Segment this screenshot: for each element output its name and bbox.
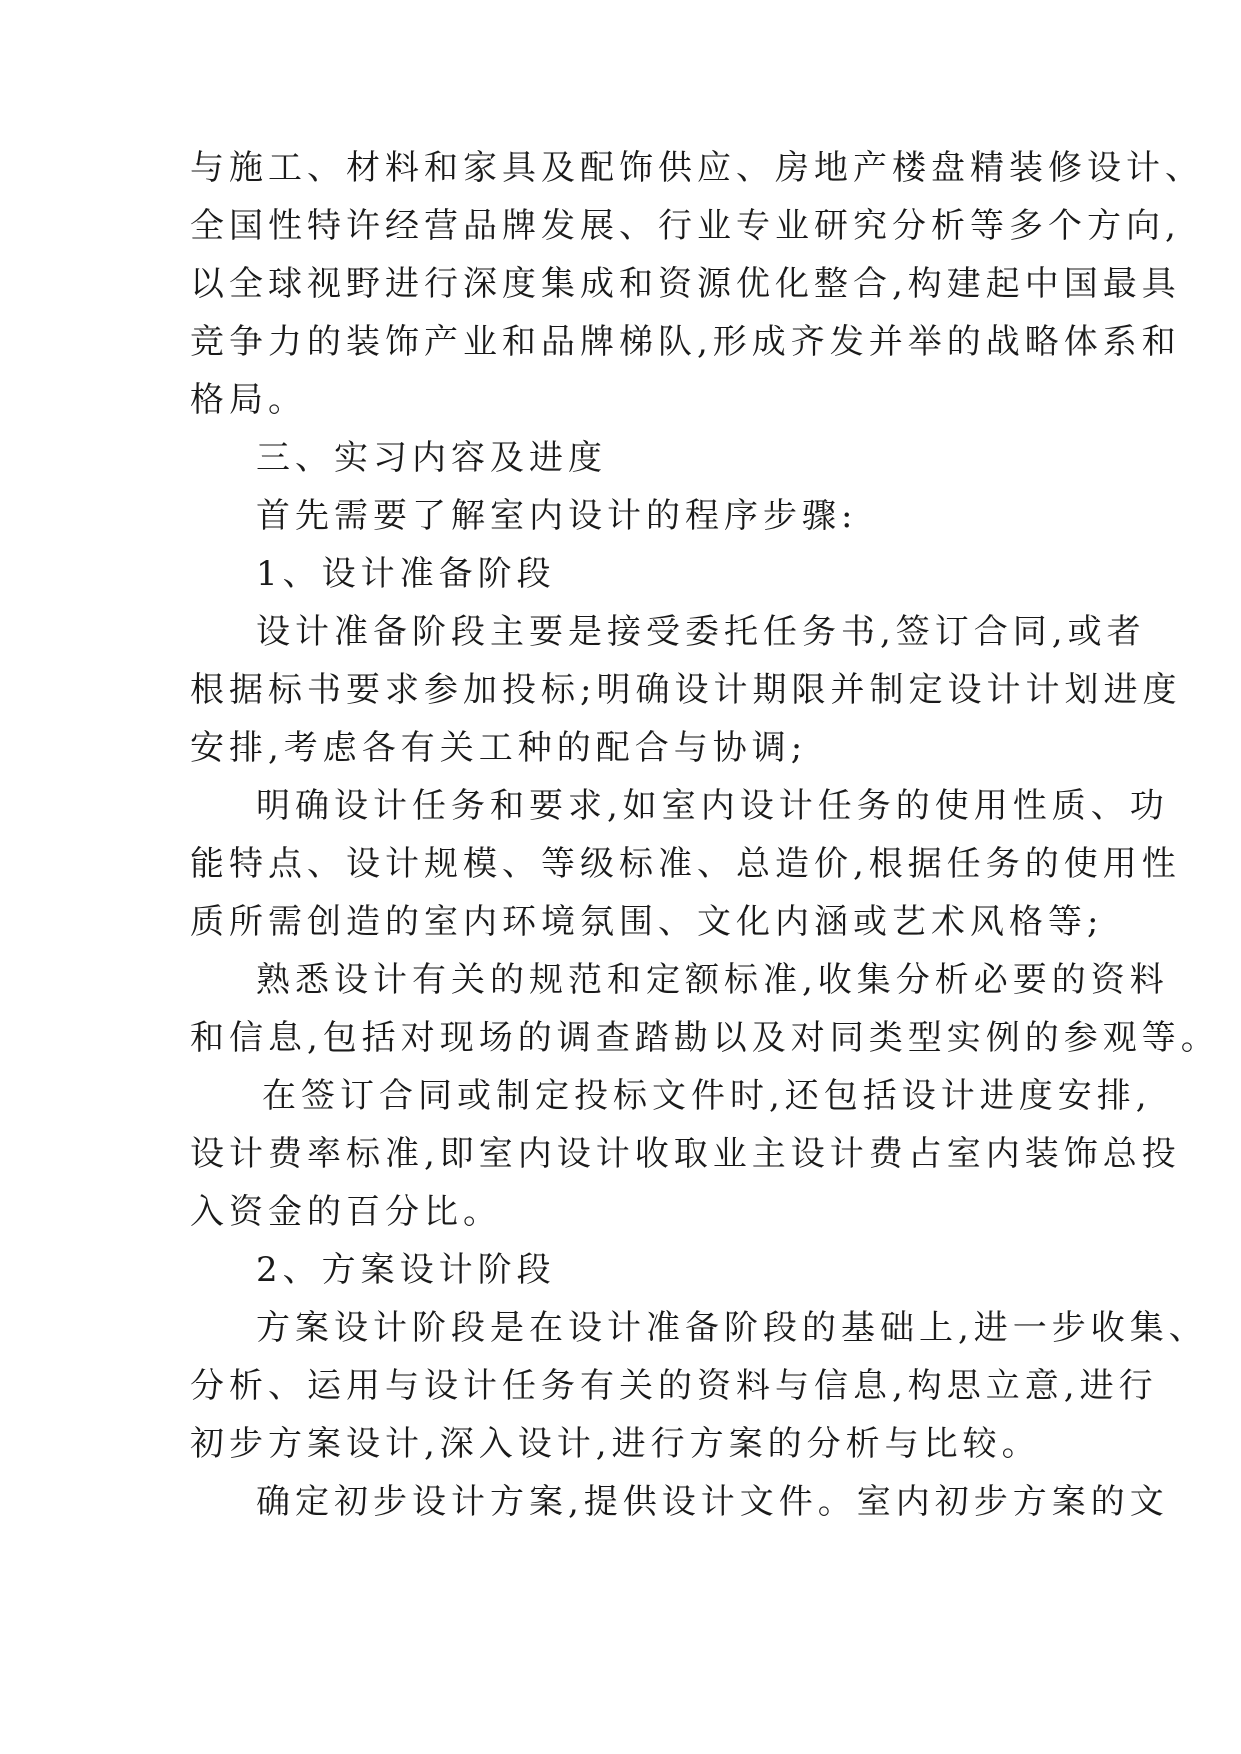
text-line: 以全球视野进行深度集成和资源优化整合,构建起中国最具 [190,264,1181,304]
text-line: 在签订合同或制定投标文件时,还包括设计进度安排, [262,1076,1152,1116]
text-line: 设计费率标准,即室内设计收取业主设计费占室内装饰总投 [190,1134,1181,1174]
text-line: 方案设计阶段是在设计准备阶段的基础上,进一步收集、 [256,1308,1208,1348]
text-line: 熟悉设计有关的规范和定额标准,收集分析必要的资料 [256,960,1169,1000]
text-line: 分析、运用与设计任务有关的资料与信息,构思立意,进行 [190,1366,1158,1406]
text-line: 根据标书要求参加投标;明确设计期限并制定设计计划进度 [190,670,1182,710]
text-line: 能特点、设计规模、等级标准、总造价,根据任务的使用性 [190,844,1181,884]
text-line: 和信息,包括对现场的调查踏勘以及对同类型实例的参观等。 [190,1018,1220,1058]
text-line: 确定初步设计方案,提供设计文件。室内初步方案的文 [256,1482,1169,1522]
text-line: 全国性特许经营品牌发展、行业专业研究分析等多个方向, [190,206,1181,246]
text-line: 竞争力的装饰产业和品牌梯队,形成齐发并举的战略体系和 [190,322,1181,362]
text-line: 明确设计任务和要求,如室内设计任务的使用性质、功 [256,786,1169,826]
text-line: 入资金的百分比。 [190,1192,502,1232]
section-heading: 三、实习内容及进度 [256,438,607,478]
text-line: 质所需创造的室内环境氛围、文化内涵或艺术风格等; [190,902,1104,942]
text-line: 与施工、材料和家具及配饰供应、房地产楼盘精装修设计、 [190,148,1204,188]
text-line: 安排,考虑各有关工种的配合与协调; [190,728,808,768]
subsection-heading: 1、设计准备阶段 [256,554,556,594]
text-line: 设计准备阶段主要是接受委托任务书,签订合同,或者 [256,612,1146,652]
text-line: 首先需要了解室内设计的程序步骤: [256,496,858,536]
text-line: 格局。 [190,380,307,420]
subsection-heading: 2、方案设计阶段 [256,1250,556,1290]
text-line: 初步方案设计,深入设计,进行方案的分析与比较。 [190,1424,1041,1464]
